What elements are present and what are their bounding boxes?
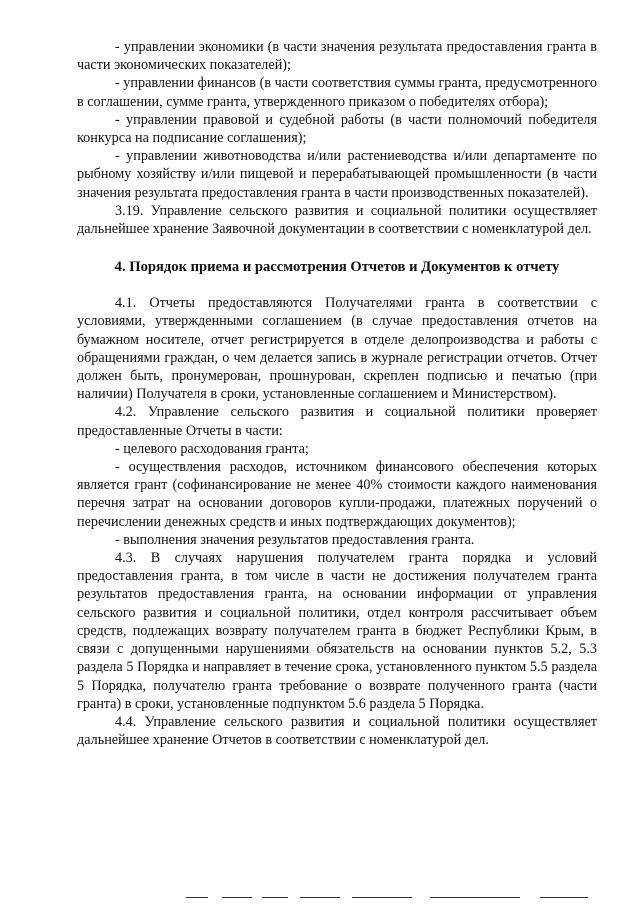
footer-scan-line-6 [430,897,520,898]
paragraph-legal: - управлении правовой и судебной работы (в части полномочий победителя конкурса на подписание соглашения); [77,111,597,147]
footer-scan-line-4 [300,897,340,898]
section-4-heading: 4. Порядок приема и рассмотрения Отчетов и Документов к отчету [114,259,560,276]
paragraph-4-2: 4.2. Управление сельского развития и социальной политики проверяет предоставленные Отчеты в части: [77,404,597,439]
footer-scan-line-5 [352,897,412,898]
footer-scan-line-7 [540,897,588,898]
list-item-expenses: - осуществления расходов, источником финансового обеспечения которых является грант (софинансирование не менее 40% стоимости каждого наименования перечня затрат на основании договоров купли-продажи, платежных поручений о перечислении денежных средств и иных подтверждающих документов); [77,459,597,530]
footer-scan-line-3 [262,897,288,898]
paragraph-4-3: 4.3. В случаях нарушения получателем гранта порядка и условий предоставления гранта, в том числе в части не достижения получателем гранта результатов предоставления гранта, на основании информации от управления сельского развития и социальной политики, отдел контроля рассчитывает объем средств, подлежащих возврату получателем гранта в бюджет Республики Крым, в связи с допущенными нарушениями обязательств на основании пунктов 5.2, 5.3 раздела 5 Порядка и направляет в течение срока, установленного пунктом 5.5 раздела 5 Порядка, получателю гранта требование о возврате полученного гранта (части гранта) в сроки, установленные подпунктом 5.6 раздела 5 Порядка. [77,550,597,712]
paragraph-finance: - управлении финансов (в части соответствия суммы гранта, предусмотренного в соглашении, сумме гранта, утвержденного приказом о победителях отбора); [77,75,597,110]
paragraph-4-4: 4.4. Управление сельского развития и социальной политики осуществляет дальнейшее хранение Отчетов в соответствии с номенклатурой дел. [77,713,597,749]
list-item-results: - выполнения значения результатов предоставления гранта. [115,531,475,548]
paragraph-3-19: 3.19. Управление сельского развития и социальной политики осуществляет дальнейшее хранение Заявочной документации в соответствии с номенклатурой дел. [77,202,597,238]
document-page [77,38,597,749]
paragraph-livestock: - управлении животноводства и/или растениеводства и/или департаменте по рыбному хозяйству и/или пищевой и перерабатывающей промышленности (в части значения результата предоставления гранта в части производственных показателей). [77,148,597,201]
footer-scan-line-1 [186,897,208,898]
paragraph-4-1: 4.1. Отчеты предоставляются Получателями гранта в соответствии с условиями, утвержденными соглашением (в случае предоставления отчетов на бумажном носителе, отчет регистрируется в отделе делопроизводства и работы с обращениями граждан, о чем делается запись в журнале регистрации отчетов. Отчет должен быть, пронумерован, прошнурован, скреплен подписью и печатью (при наличии) Получателя в сроки, установленные соглашением и Министерством). [77,295,597,403]
list-item-target-spending: - целевого расходования гранта; [115,440,309,457]
footer-scan-line-2 [222,897,252,898]
paragraph-economics: - управлении экономики (в части значения результата предоставления гранта в части экономических показателей); [77,39,597,74]
